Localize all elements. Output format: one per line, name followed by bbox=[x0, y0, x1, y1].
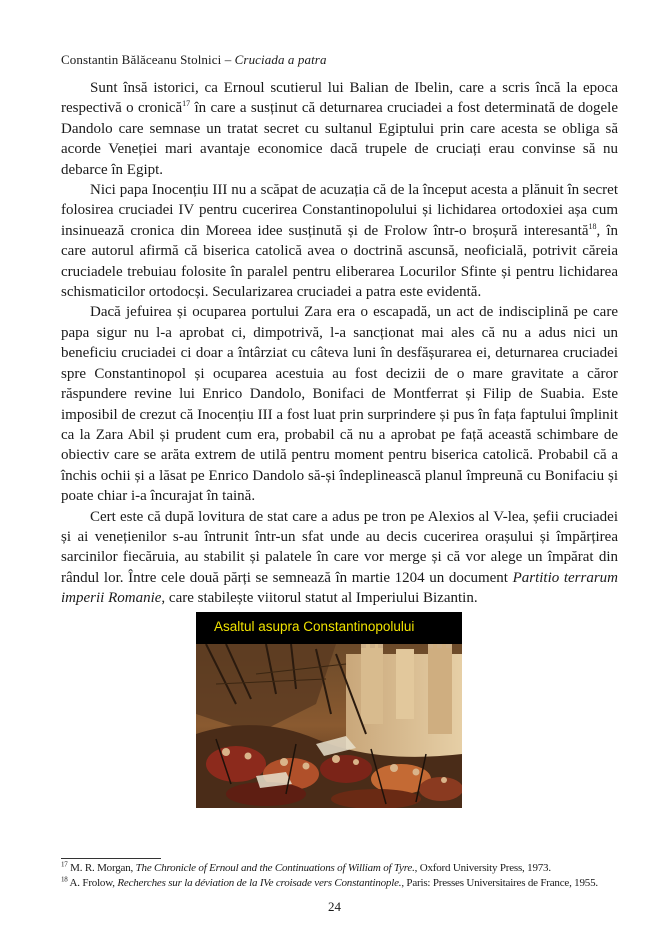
paragraph-1: Sunt însă istorici, ca Ernoul scutierul lui Balian de Ibelin, care a scris încă la epoca respectivă o cronică$^{17}$ în care a susținut că deturnarea cruciadei a fost determinată de dogele Dandolo care semnase un tratat secret cu sultanul Egiptului prin care acesta se obliga să acorde Veneției mari avantaje economice dacă trupele de cruciați erau convinse să nu debarce în Egipt. bbox=[61, 80, 618, 178]
paragraph-3: Dacă jefuirea și ocuparea portului Zara era o escapadă, un act de indisciplină pe care papa sigur nu l-a aprobat ci, dimpotrivă, l-a sancționat mai ales că nu a adus nici un beneficiu cruciadei ci doar a întârziat cu câteva luni în desfășurarea ei, deturnarea cruciadei spre Constantinopol și ocuparea acestuia au fost decizii de o mare gravitate a căror răspundere revine lui Enrico Dandolo, Bonifaci de Montferrat și Filip de Suabia. Este imposibil de crezut că Inocențiu III a fost luat prin surprindere și pus în fața faptului împlinit ca la Zara Abil și prudent cum era, probabil că nu a aprobat pe față această schimbare de obiectiv care se arăta extrem de utilă pentru moment pentru biserica catolică. Probabil că a închis ochii și a lăsat pe Enrico Dandolo să-și îndeplinească planul împreună cu Bonifaciu și poate chiar i-a încurajat în taină. bbox=[61, 304, 618, 505]
header-author: Constantin Bălăceanu Stolnici bbox=[61, 52, 222, 67]
document-title: Partitio terrarum imperii Romanie bbox=[61, 569, 618, 607]
figure-title: Asaltul asupra Constantinopolului bbox=[214, 619, 415, 634]
paragraph-4: Cert este că după lovitura de stat care a adus pe tron pe Alexios al V-lea, șefii cruciadei și ai venețienilor s-au întrunit într-un sfat unde au decis cucerirea orașului și împărțirea sarcinilor fiecăruia, au stabilit și palatele în care vor merge și că vor alege un împărat din rândul lor. Între cele două părți se semnează în martie 1204 un document Partitio terrarum imperii Romanie, care stabilește viitorul statut al Imperiului Bizantin. bbox=[61, 508, 618, 607]
body-text bbox=[61, 78, 618, 609]
header-title: Cruciada a patra bbox=[234, 52, 327, 67]
footnote-17: $^{17}$ M. R. Morgan, The Chronicle of Ernoul and the Continuations of William of Tyre., Oxford University Press, 1973. bbox=[61, 860, 551, 874]
page-number: 24 bbox=[328, 899, 341, 914]
footnote-rule bbox=[61, 858, 161, 859]
figure-title-bar bbox=[196, 612, 462, 644]
paragraph-2: Nici papa Inocențiu III nu a scăpat de acuzația că de la început acesta a plănuit în secret folosirea cruciadei IV pentru cucerirea Constantinopolului și lichidarea ortodoxiei așa cum insinuează cronica din Moreea idee susținută și de Frolow într-o broșură interesantă$^{18}$, în care autorul afirmă că biserica catolică avea o doctrină ascunsă, neoficială, potrivit căreia cruciadele trebuiau folosite în paralel pentru eliberarea Locurilor Sfinte și pentru lichidarea schismaticilor ortodocși. Secularizarea cruciadei a patra este evidentă. bbox=[61, 182, 618, 301]
figure-assault-painting bbox=[196, 612, 462, 808]
running-head bbox=[61, 52, 327, 68]
painting-image bbox=[196, 644, 462, 808]
footnote-ref-18[interactable]: 18 bbox=[588, 221, 597, 231]
footnotes bbox=[61, 861, 618, 890]
footnote-18: $^{18}$ A. Frolow, Recherches sur la déviation de la IVe croisade vers Constantinople., Paris: Presses Universitaires de France, 1955. bbox=[61, 874, 598, 889]
header-separator: – bbox=[224, 52, 232, 67]
footnote-ref-17[interactable]: 17 bbox=[182, 99, 191, 109]
